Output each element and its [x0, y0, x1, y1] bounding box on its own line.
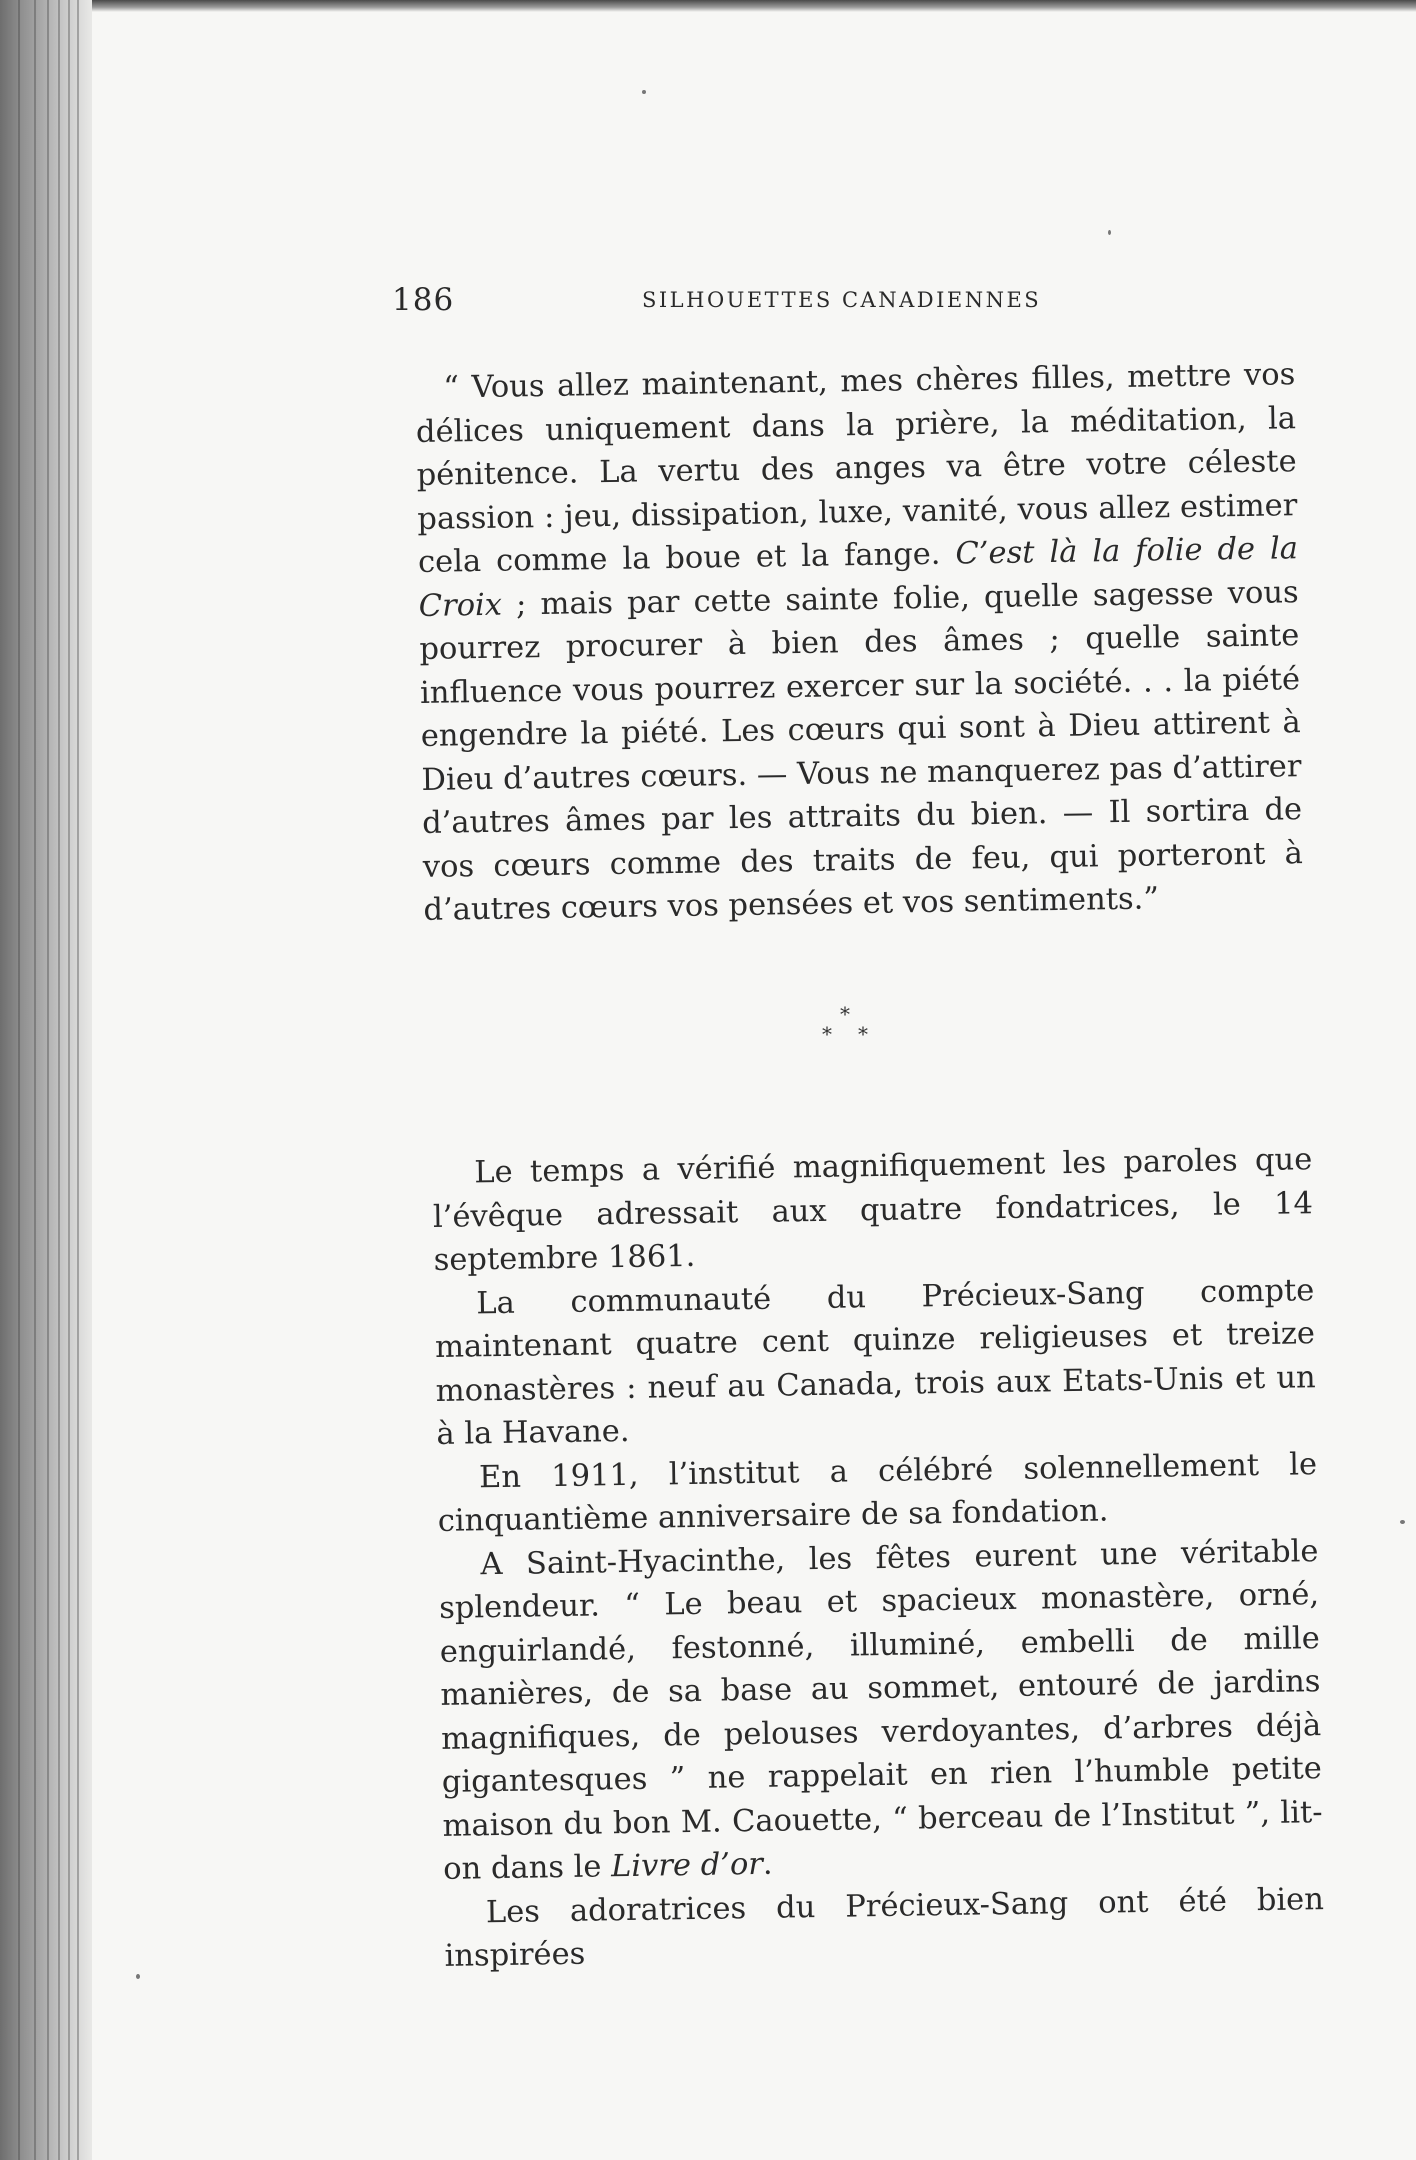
quotation-text-end: ; mais par cette sainte folie, quelle sagesse vous pourrez procurer à bien des âmes ; quelle sainte influence vous pourrez exercer sur la société. . . la piété engendre la piété. Les cœurs qui sont à Dieu attirent à Dieu d’autres cœurs. — Vous ne manquerez pas d’attirer d’autres âmes par les attraits du bien. — Il sortira de vos cœurs comme des traits de feu, qui porteront à d’autres cœurs vos pensées et vos sentiments.” [419, 574, 1304, 928]
paragraph-text-end: . [762, 1846, 773, 1882]
scan-page-edge [0, 0, 92, 2160]
quotation-text-start: “ Vous allez maintenant, mes chères filles, mettre vos délices uniquement dans la prière, la méditation, la pénitence. La vertu des anges va être votre céleste passion : jeu, dissipation, luxe, vanité, vous allez estimer cela comme la boue et la fange. [415, 357, 1298, 580]
paragraph-text-start: A Saint-Hyacinthe, les fêtes eurent une véritable splendeur. “ Le beau et spacieux monastère, orné, enguirlandé, festonné, illuminé, embelli de mille manières, de sa base au sommet, entouré de jardins magnifiques, de pelouses verdoyantes, d’arbres déjà gigantesques ” ne rappelait en rien l’humble petite maison du bon M. Caouette, “ berceau de l’Institut ”, lit-on dans le [438, 1533, 1323, 1887]
body-text [432, 1138, 1325, 1978]
paragraph: Le temps a vérifié magnifiquement les paroles que l’évêque adressait aux quatre fondatrices, le 14 septembre 1861. [432, 1142, 1314, 1278]
paragraph: Les adoratrices du Précieux-Sang ont été bien inspirées [444, 1881, 1325, 1974]
paragraph: La communauté du Précieux-Sang compte maintenant quatre cent quinze religieuses et treize monastères : neuf au Canada, trois aux Etats-Unis et un à la Havane. [434, 1272, 1316, 1452]
scan-speck [642, 90, 646, 94]
asterism-star-top: * [840, 1002, 850, 1026]
quotation-block [415, 353, 1304, 932]
asterism-star-left: * [822, 1022, 832, 1046]
asterism-star-right: * [858, 1022, 868, 1046]
paragraph: En 1911, l’institut a célébré solennellement le cinquantième anniversaire de sa fondation. [437, 1446, 1318, 1539]
page-number: 186 [392, 282, 455, 318]
running-head [392, 282, 1152, 322]
book-title-italic: Livre d’or [610, 1846, 764, 1885]
paragraph [438, 1530, 1323, 1892]
running-title: SILHOUETTES CANADIENNES [642, 288, 1042, 312]
quotation-paragraph [415, 353, 1304, 932]
scan-speck [1400, 1520, 1405, 1524]
asterism-separator [816, 1002, 876, 1050]
book-page [92, 12, 1416, 2160]
scan-speck [1108, 230, 1111, 235]
scan-speck [136, 1974, 140, 1979]
quotation-italic-phrase: C’est là la folie de la Croix [418, 531, 1299, 624]
scan-top-edge [92, 0, 1416, 12]
